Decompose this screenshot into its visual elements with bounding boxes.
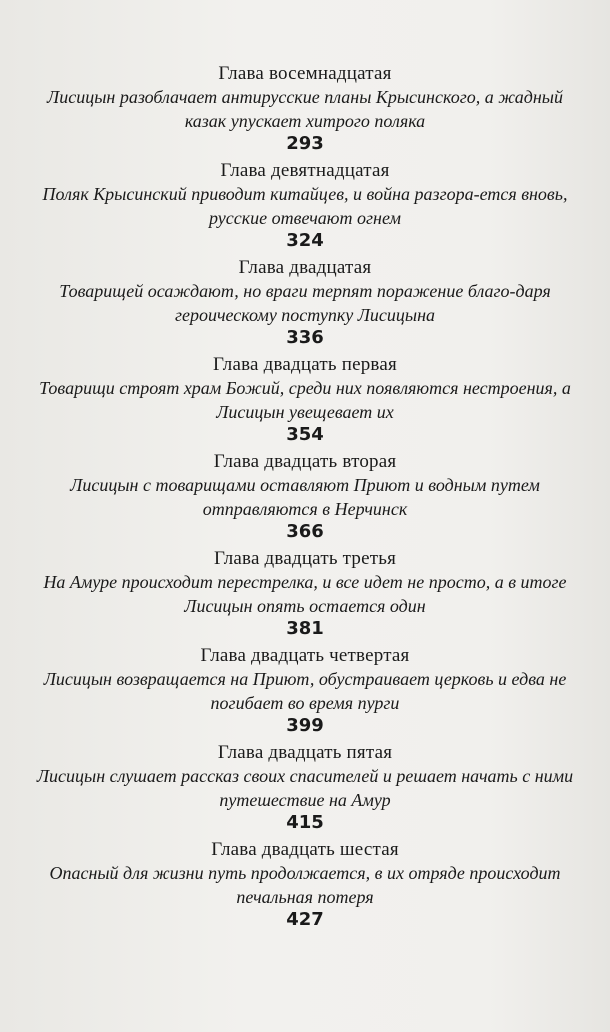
- toc-entry: [20, 547, 590, 640]
- toc-entry: [20, 450, 590, 543]
- chapter-title: Глава двадцать четвертая: [200, 645, 410, 666]
- chapter-page-number: 427: [286, 909, 324, 930]
- toc-entry: [20, 353, 590, 446]
- chapter-description: Лисицын слушает рассказ своих спасителей и решает начать с ними путешествие на Амур: [36, 766, 574, 810]
- chapter-description: Товарищи строят храм Божий, среди них появляются нестроения, а Лисицын увещевает их: [39, 378, 571, 422]
- chapter-description: Лисицын возвращается на Приют, обустраивает церковь и едва не погибает во время пурги: [43, 669, 567, 713]
- table-of-contents: [20, 62, 590, 931]
- chapter-page-number: 381: [286, 618, 324, 639]
- chapter-title: Глава двадцать шестая: [211, 839, 399, 860]
- chapter-title: Глава двадцать первая: [213, 354, 397, 375]
- toc-entry: [20, 62, 590, 155]
- toc-entry: [20, 644, 590, 737]
- chapter-page-number: 293: [286, 133, 324, 154]
- toc-entry: [20, 741, 590, 834]
- chapter-title: Глава двадцать третья: [213, 548, 397, 569]
- chapter-title: Глава восемнадцатая: [218, 63, 392, 84]
- chapter-title: Глава двадцатая: [238, 257, 372, 278]
- chapter-description: Лисицын с товарищами оставляют Приют и водным путем отправляются в Нерчинск: [70, 475, 540, 519]
- chapter-page-number: 336: [286, 327, 324, 348]
- chapter-title: Глава двадцать вторая: [213, 451, 397, 472]
- toc-entry: [20, 256, 590, 349]
- chapter-page-number: 399: [286, 715, 324, 736]
- chapter-page-number: 354: [286, 424, 324, 445]
- toc-entry: [20, 838, 590, 931]
- chapter-title: Глава двадцать пятая: [217, 742, 393, 763]
- toc-entry: [20, 159, 590, 252]
- chapter-description: На Амуре происходит перестрелка, и все идет не просто, а в итоге Лисицын опять остается один: [43, 572, 567, 616]
- chapter-page-number: 324: [286, 230, 324, 251]
- chapter-description: Поляк Крысинский приводит китайцев, и война разгора-ется вновь, русские отвечают огнем: [42, 184, 568, 228]
- chapter-description: Товарищей осаждают, но враги терпят поражение благо-даря героическому поступку Лисицына: [59, 281, 551, 325]
- chapter-title: Глава девятнадцатая: [220, 160, 390, 181]
- chapter-description: Лисицын разоблачает антирусские планы Крысинского, а жадный казак упускает хитрого поляка: [47, 87, 563, 131]
- chapter-description: Опасный для жизни путь продолжается, в их отряде происходит печальная потеря: [49, 863, 561, 907]
- chapter-page-number: 415: [286, 812, 324, 833]
- chapter-page-number: 366: [286, 521, 324, 542]
